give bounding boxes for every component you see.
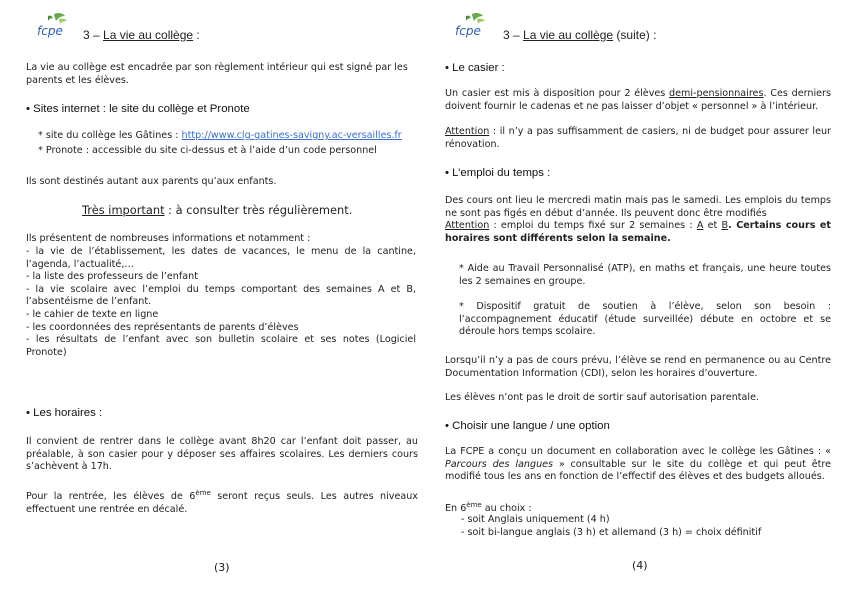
right-title-main: La vie au collège [523, 28, 614, 42]
edt-week-a: A [696, 220, 704, 232]
hours-heading: • Les horaires : [26, 407, 103, 419]
left-title-main: La vie au collège [103, 28, 194, 42]
choice-item: - soit Anglais uniquement (4 h) [461, 514, 610, 525]
hours-paragraph: Il convient de rentrer dans le collège avant 8h20 car l’enfant doit passer, au préalable, à son casier pour y déposer ses affaires scolaires. Les derniers cours s’achèvent à 17h. [26, 436, 418, 473]
rentree-sup: ème [195, 489, 211, 497]
edt-text-2: : emploi du temps fixé sur 2 semaines : [489, 220, 697, 232]
left-page-title [83, 28, 200, 42]
page-number-left: (3) [214, 561, 230, 574]
important-rest: : à consulter très régulièrement. [164, 203, 353, 217]
left-title-prefix: 3 – [83, 28, 104, 42]
choice-prefix: En 6 [445, 503, 467, 515]
attention-text: : il n’y a pas suffisamment de casiers, ni de budget pour assurer leur rénovation. [445, 126, 831, 150]
edt-attention-label: Attention [445, 220, 490, 232]
site-item-label: * site du collège les Gâtines : [38, 130, 182, 141]
present-item: - les coordonnées des représentants de parents d’élèves [26, 321, 299, 333]
present-item: - la vie scolaire avec l’emploi du temps comportant des semaines A et B, l’absentéisme de l’enfant. [26, 283, 416, 308]
fcpe-logo-left [36, 12, 70, 38]
college-site-link[interactable]: http://www.clg-gatines-savigny.ac-versailles.fr [181, 130, 402, 141]
page-number-right: (4) [632, 559, 648, 572]
present-item: - la vie de l’établissement, les dates de vacances, le menu de la cantine, l’agenda, l’actualité,… [26, 246, 416, 270]
attention-label: Attention [445, 126, 490, 137]
right-title-suffix: (suite) : [613, 28, 657, 42]
edt-bold-text: . Certains cours et horaires sont différents selon la semaine. [445, 220, 831, 244]
sites-heading: • Sites internet : le site du collège et Pronote [26, 103, 250, 115]
rentree-suffix: seront reçus seuls. Les autres niveaux effectuent une rentrée en décalé. [26, 491, 418, 515]
edt-week-b: B [721, 220, 729, 232]
choice-sup: ème [466, 501, 482, 509]
choice-list [461, 514, 831, 539]
important-label: Très important [82, 203, 165, 217]
atp-item: * Aide au Travail Personnalisé (ATP), en maths et français, une heure toutes les 2 semaines en groupe. [459, 263, 831, 287]
fcpe-text-2: » consultable sur le site du collège et qui peut être modifié tous les ans en fonction de l’effectif des élèves et des budgets alloués. [445, 458, 831, 483]
left-title-suffix: : [193, 28, 200, 42]
fcpe-logo-right [454, 12, 488, 38]
site-item [38, 130, 428, 143]
logo-text-left: fcpe [37, 24, 63, 38]
present-item: - les résultats de l’enfant avec son bulletin scolaire et ses notes (Logiciel Pronote) [26, 334, 416, 358]
edt-paragraph [445, 195, 831, 245]
rentree-prefix: Pour la rentrée, les élèves de 6 [26, 491, 196, 503]
present-item: - la liste des professeurs de l’enfant [26, 271, 198, 283]
choice-item: - soit bi-langue anglais (3 h) et allemand (3 h) = choix définitif [461, 526, 762, 538]
logo-text-right: fcpe [455, 24, 481, 38]
present-text: Ils présentent de nombreuses informations et notamment : [26, 233, 311, 244]
fcpe-italic: Parcours des langues [445, 458, 554, 470]
edt-heading: • L’emploi du temps : [445, 167, 551, 179]
soutien-item: * Dispositif gratuit de soutien à l’élève, selon son besoin : l’accompagnement éducatif (étude surveillée) débute en octobre et se déroule hors temps scolaire. [459, 301, 831, 338]
choice-suffix: au choix : [481, 503, 532, 515]
fcpe-text-1: La FCPE a conçu un document en collaboration avec le collège les Gâtines : « [445, 446, 831, 457]
casier-underlined: demi-pensionnaires [669, 88, 764, 99]
sortir-paragraph: Les élèves n’ont pas le droit de sortir sauf autorisation parentale. [445, 392, 760, 403]
important-note [82, 204, 352, 217]
casier-text-1: Un casier est mis à disposition pour 2 élèves [445, 88, 670, 99]
langue-heading: • Choisir une langue / une option [445, 420, 610, 432]
fcpe-paragraph [445, 446, 831, 484]
pronote-item: * Pronote : accessible du site ci-dessus et à l’aide d’un code personnel [38, 145, 377, 156]
rentree-paragraph [26, 487, 418, 516]
destined-text: Ils sont destinés autant aux parents qu’aux enfants. [26, 176, 277, 187]
casier-text-2: . Ces derniers doivent fournir le cadenas et ne pas laisser d’objet « personnel » à l’intérieur. [445, 88, 831, 112]
casier-heading: • Le casier : [445, 62, 505, 74]
right-title-prefix: 3 – [503, 28, 524, 42]
present-item: - le cahier de texte en ligne [26, 308, 159, 320]
right-page-title [503, 28, 656, 42]
permanence-paragraph: Lorsqu’il n’y a pas de cours prévu, l’élève se rend en permanence ou au Centre Documentation Information (CDI), selon les horaires d’ouverture. [445, 355, 831, 379]
edt-and: et [703, 220, 722, 232]
edt-text-1: Des cours ont lieu le mercredi matin mais pas le samedi. Les emplois du temps ne sont pas figés en début d’année. Ils peuvent donc être modifiés [445, 195, 831, 219]
present-list [26, 246, 416, 359]
casier-paragraph [445, 88, 831, 113]
casier-attention [445, 126, 831, 151]
intro-paragraph: La vie au collège est encadrée par son règlement intérieur qui est signé par les parents et les élèves. [26, 62, 408, 86]
